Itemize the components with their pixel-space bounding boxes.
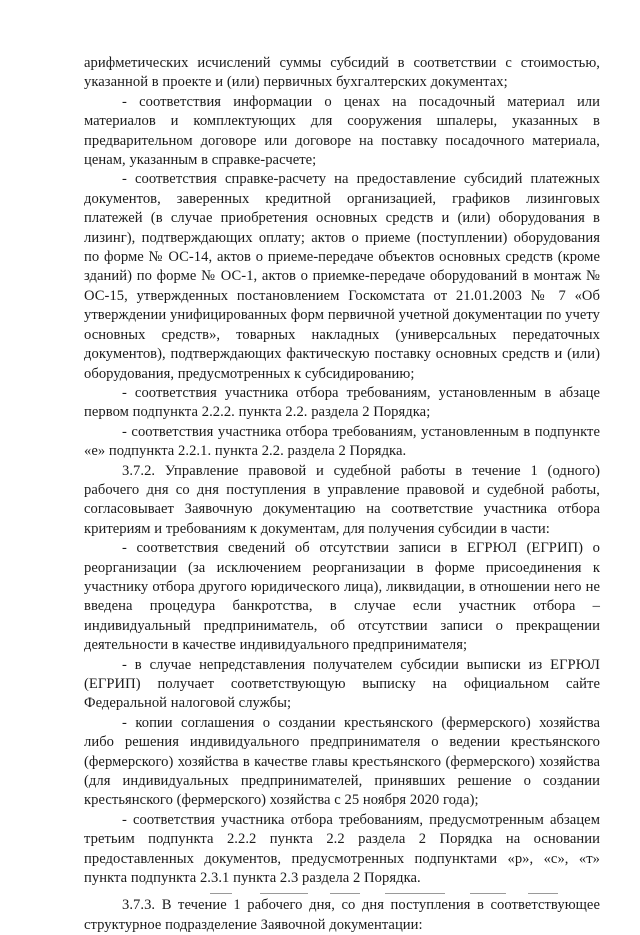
paragraph-section-3-7-3: 3.7.3. В течение 1 рабочего дня, со дня поступления в соответствующее структурное подразделение Заявочной документации: bbox=[84, 897, 600, 933]
paragraph-payment-documents: - соответствия справке-расчету на предоставление субсидий платежных документов, заверенных кредитной организацией, графиков лизинговых платежей (в случае приобретения основных средств и (или) оборудования в лизинг), подтверждающих оплату; актов о приеме (поступлении) оборудования по форме № ОС-14, актов о приеме-передаче объектов основных средств (кроме зданий) по форме № ОС-1, актов о приемке-передаче оборудований в монтаж № ОС-15, утвержденных постановлением Госкомстата от 21.01.2003 № 7 «Об утверждении унифицированных форм первичной учетной документации по учету основных средств», товарных накладных (универсальных передаточных документов), подтверждающих фактическую поставку основных средств и (или) оборудования, предусмотренных к субсидированию; bbox=[84, 171, 600, 382]
paragraph-egrul-extract: - в случае непредставления получателем субсидии выписки из ЕГРЮЛ (ЕГРИП) получает соответствующую выписку на официальном сайте Федеральной налоговой службы; bbox=[84, 656, 600, 712]
paragraph-arithmetic-calculations: арифметических исчислений суммы субсидий в соответствии с стоимостью, указанной в проекте и (или) первичных бухгалтерских документах; bbox=[84, 55, 600, 91]
document-page bbox=[84, 54, 600, 935]
paragraph-section-3-7-2: 3.7.2. Управление правовой и судебной работы в течение 1 (одного) рабочего дня со дня поступления в управление правовой и судебной работы, согласовывает Заявочную документацию на соответствие участника отбора критериям и требованиям к документам, для получения субсидии в части: bbox=[84, 462, 600, 537]
scan-artifact-marks bbox=[210, 891, 570, 897]
paragraph-requirements-2-2-1: - соответствия участника отбора требованиям, установленным в подпункте «е» подпункта 2.2.1. пункта 2.2. раздела 2 Порядка. bbox=[84, 423, 600, 460]
paragraph-farm-agreement: - копии соглашения о создании крестьянского (фермерского) хозяйства либо решения индивидуального предпринимателя о ведении крестьянского (фермерского) хозяйства в качестве главы крестьянского (фермерского) хозяйства (для индивидуальных предпринимателей, принявших решение о создании крестьянского (фермерского) хозяйства с 25 ноября 2020 года); bbox=[84, 714, 600, 809]
paragraph-planting-material-prices: - соответствия информации о ценах на посадочный материал или материалов и комплектующих для сооружения шпалеры, указанных в предварительном договоре или договоре на поставку посадочного материала, ценам, указанным в справке-расчете; bbox=[84, 93, 600, 169]
paragraph-requirements-third-abzats: - соответствия участника отбора требованиям, предусмотренным абзацем третьим подпункта 2.2.2 пункта 2.2 раздела 2 Порядка на основании предоставленных документов, предусмотренных подпунктами «р», «с», «т» пункта подпункта 2.3.1 пункта 2.3 раздела 2 Порядка. bbox=[84, 811, 600, 887]
paragraph-egrul-records: - соответствия сведений об отсутствии записи в ЕГРЮЛ (ЕГРИП) о реорганизации (за исключением реорганизации в форме присоединения к участнику отбора другого юридического лица), ликвидации, в отношении него не введена процедура банкротства, в случае если участник отбора – индивидуальный предприниматель, об отсутствии записи о прекращении деятельности в качестве индивидуального предпринимателя; bbox=[84, 540, 600, 654]
paragraph-requirements-2-2-2: - соответствия участника отбора требованиям, установленным в абзаце первом подпункта 2.2.2. пункта 2.2. раздела 2 Порядка; bbox=[84, 384, 600, 421]
